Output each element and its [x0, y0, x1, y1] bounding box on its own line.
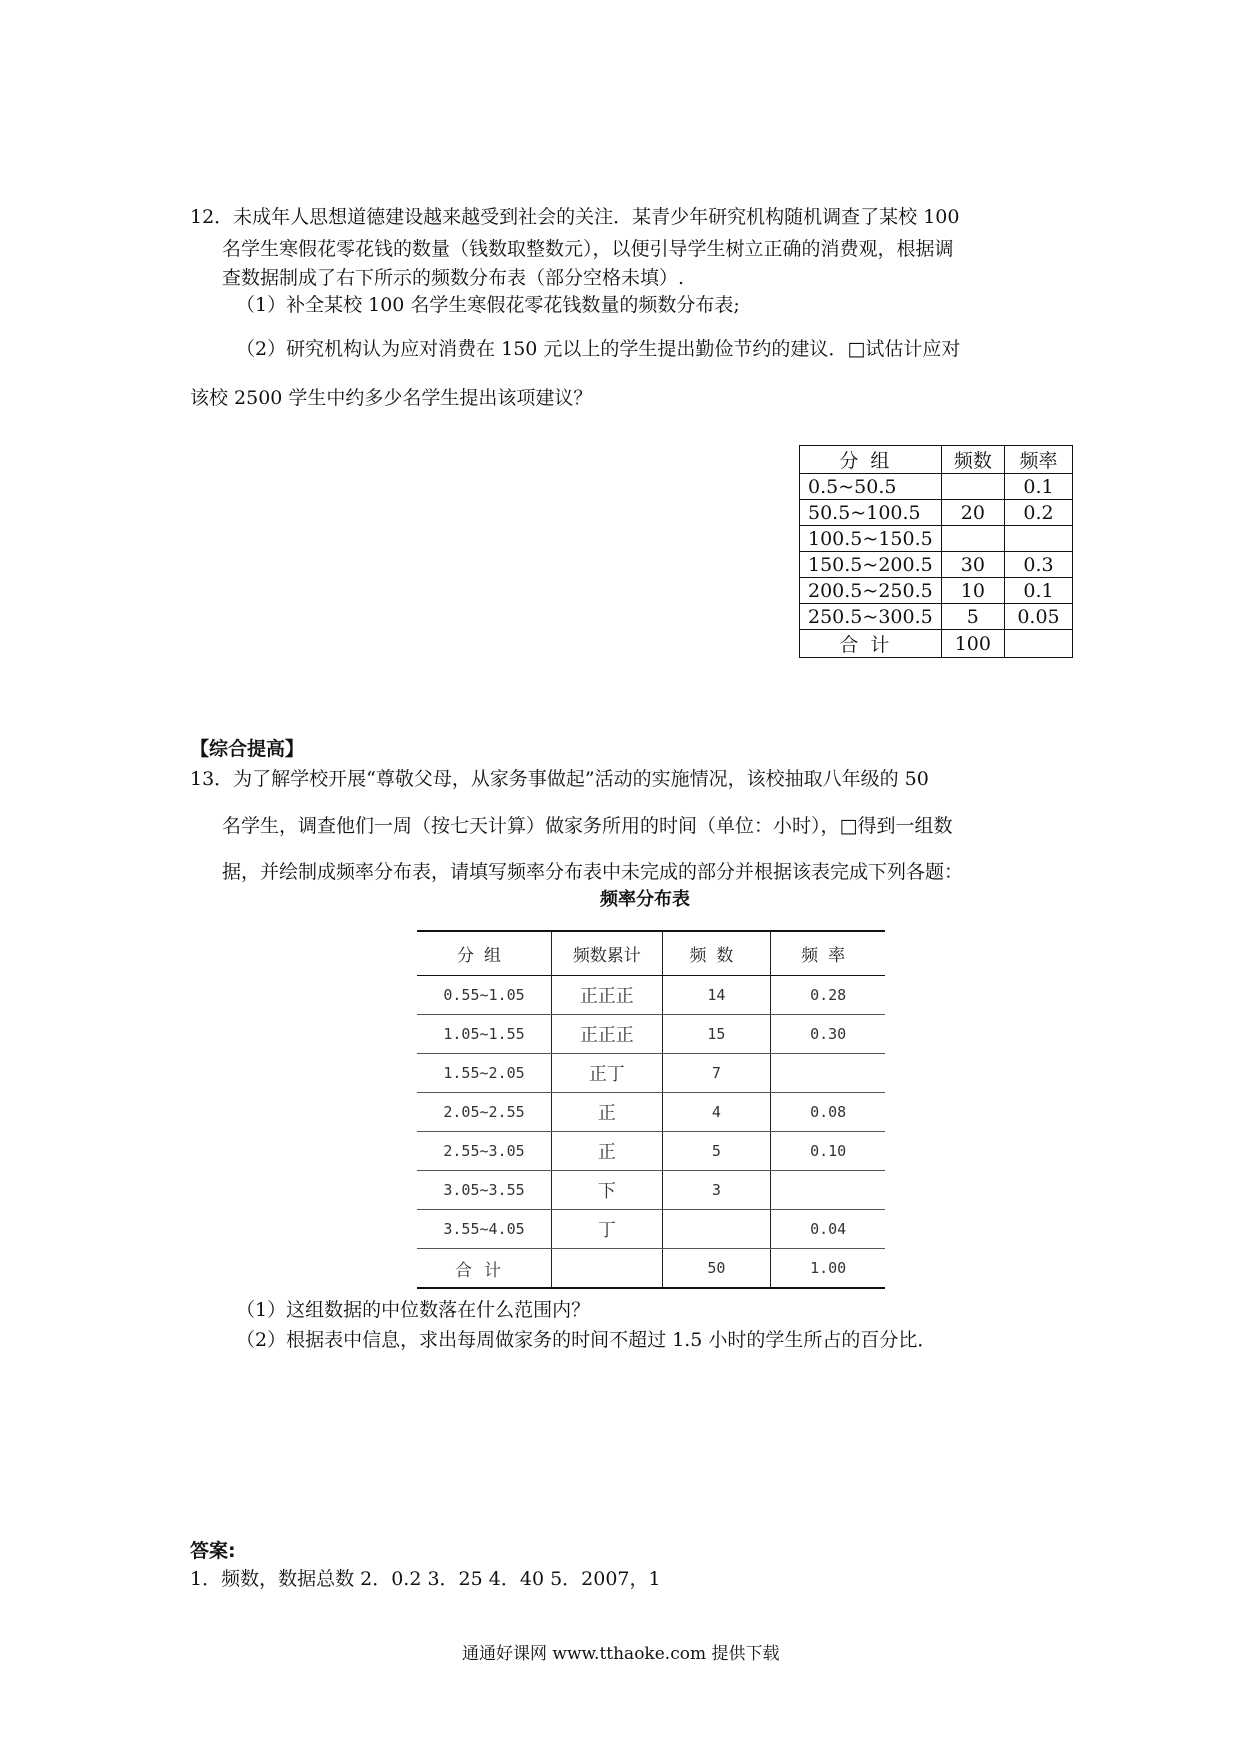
table-cell: 1.00 [771, 1249, 885, 1289]
table-cell: 0.1 [1004, 474, 1072, 500]
table-cell: 0.08 [771, 1093, 885, 1132]
q13-line2: 名学生，调查他们一周（按七天计算）做家务所用的时间（单位：小时），□得到一组数 [222, 815, 953, 837]
table-cell: 3 [662, 1171, 771, 1210]
table-row [417, 1210, 885, 1249]
table-cell: 0.5~50.5 [800, 474, 942, 500]
section-heading: 【综合提高】 [190, 738, 305, 760]
table-cell [1004, 526, 1072, 552]
table-cell: 合计 [800, 630, 942, 658]
answers-heading: 答案: [190, 1540, 236, 1562]
table-cell: 1.55~2.05 [417, 1054, 552, 1093]
table-cell: 0.10 [771, 1132, 885, 1171]
table-row [800, 500, 1073, 526]
table-cell [941, 526, 1004, 552]
table-cell: 下 [552, 1171, 663, 1210]
table2-total-row [417, 1249, 885, 1289]
table-row [417, 1015, 885, 1054]
table-cell: 3.05~3.55 [417, 1171, 552, 1210]
table-cell [662, 1210, 771, 1249]
answers-line1: 1．频数，数据总数 2．0.2 3．25 4．40 5．2007，1 [190, 1568, 661, 1590]
table-cell: 200.5~250.5 [800, 578, 942, 604]
table-cell: 0.04 [771, 1210, 885, 1249]
table-cell: 50.5~100.5 [800, 500, 942, 526]
table-row [417, 976, 885, 1015]
table-cell: 0.28 [771, 976, 885, 1015]
table-cell: 2.05~2.55 [417, 1093, 552, 1132]
table-cell: 0.55~1.05 [417, 976, 552, 1015]
table-cell: 4 [662, 1093, 771, 1132]
table-cell [941, 474, 1004, 500]
table-cell: 100 [941, 630, 1004, 658]
table-row [417, 1093, 885, 1132]
table2-header-count: 频数 [662, 931, 771, 976]
q12-line2: 名学生寒假花零花钱的数量（钱数取整数元），以便引导学生树立正确的消费观，根据调 [222, 238, 954, 260]
table-cell: 10 [941, 578, 1004, 604]
frequency-table-1 [799, 445, 1073, 658]
table-cell: 250.5~300.5 [800, 604, 942, 630]
q12-sub2b: 该校 2500 学生中约多少名学生提出该项建议？ [190, 387, 593, 409]
table-cell: 正丁 [552, 1054, 663, 1093]
table-cell: 50 [662, 1249, 771, 1289]
frequency-table-2 [417, 930, 885, 1289]
table-row [417, 1171, 885, 1210]
q12-line3: 查数据制成了右下所示的频数分布表（部分空格未填）. [222, 267, 685, 289]
table-row [417, 1132, 885, 1171]
table-cell: 合计 [417, 1249, 552, 1289]
table-cell: 0.05 [1004, 604, 1072, 630]
table-cell: 正正正 [552, 1015, 663, 1054]
table2-header-group: 分组 [417, 931, 552, 976]
q12-line1: 12．未成年人思想道德建设越来越受到社会的关注．某青少年研究机构随机调查了某校 100 [190, 206, 960, 228]
table-row [800, 526, 1073, 552]
table-row [800, 552, 1073, 578]
table-cell: 3.55~4.05 [417, 1210, 552, 1249]
q12-sub2: （2）研究机构认为应对消费在 150 元以上的学生提出勤俭节约的建议．□试估计应对 [236, 338, 961, 360]
table-cell: 正 [552, 1093, 663, 1132]
table-cell [552, 1249, 663, 1289]
table-cell: 0.2 [1004, 500, 1072, 526]
table1-header-group: 分组 [800, 446, 942, 474]
table-cell: 正 [552, 1132, 663, 1171]
table-cell: 0.3 [1004, 552, 1072, 578]
table-row [417, 1054, 885, 1093]
table-cell: 100.5~150.5 [800, 526, 942, 552]
q13-line1: 13．为了解学校开展“尊敬父母，从家务事做起”活动的实施情况，该校抽取八年级的 50 [190, 768, 929, 790]
table2-header-tally: 频数累计 [552, 931, 663, 976]
table1-header-row [800, 446, 1073, 474]
q13-sub1: （1）这组数据的中位数落在什么范围内？ [236, 1299, 591, 1321]
table-row [800, 474, 1073, 500]
table-row [800, 578, 1073, 604]
table-cell [771, 1054, 885, 1093]
table2-header-row [417, 931, 885, 976]
q13-line3: 据，并绘制成频率分布表，请填写频率分布表中未完成的部分并根据该表完成下列各题： [222, 861, 964, 883]
table1-header-count: 频数 [941, 446, 1004, 474]
page-footer: 通通好课网 www.tthaoke.com 提供下载 [462, 1644, 780, 1664]
table-cell: 5 [941, 604, 1004, 630]
table2-title: 频率分布表 [600, 889, 690, 910]
table2-header-rate: 频率 [771, 931, 885, 976]
table-cell: 14 [662, 976, 771, 1015]
table1-header-rate: 频率 [1004, 446, 1072, 474]
table-cell: 2.55~3.05 [417, 1132, 552, 1171]
table-cell: 5 [662, 1132, 771, 1171]
table-row [800, 604, 1073, 630]
table-cell: 30 [941, 552, 1004, 578]
table-cell: 1.05~1.55 [417, 1015, 552, 1054]
table-cell [1004, 630, 1072, 658]
table-cell: 丁 [552, 1210, 663, 1249]
table-cell: 7 [662, 1054, 771, 1093]
table1-total-row [800, 630, 1073, 658]
q13-sub2: （2）根据表中信息，求出每周做家务的时间不超过 1.5 小时的学生所占的百分比． [236, 1329, 937, 1351]
table-cell [771, 1171, 885, 1210]
table-cell: 0.30 [771, 1015, 885, 1054]
table-cell: 0.1 [1004, 578, 1072, 604]
table-cell: 正正正 [552, 976, 663, 1015]
q12-sub1: （1）补全某校 100 名学生寒假花零花钱数量的频数分布表; [236, 294, 740, 316]
table-cell: 20 [941, 500, 1004, 526]
table-cell: 15 [662, 1015, 771, 1054]
table-cell: 150.5~200.5 [800, 552, 942, 578]
